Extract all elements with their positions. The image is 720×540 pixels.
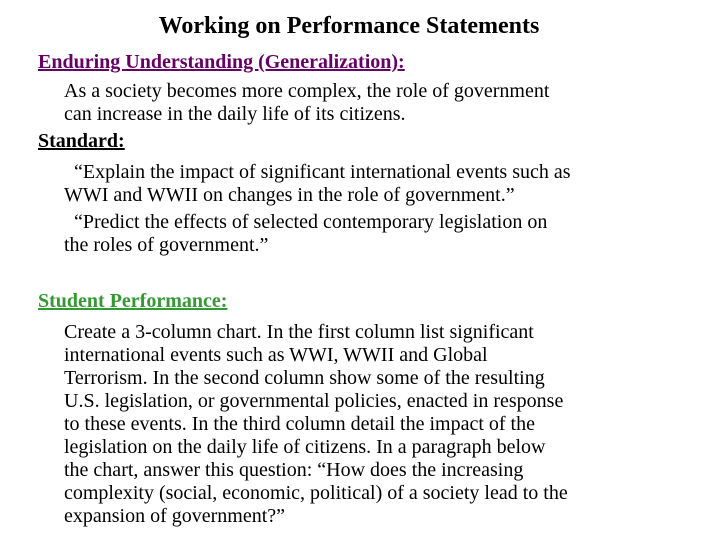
student-line-3: Terrorism. In the second column show some of the resulting [64, 367, 545, 389]
standard-line-4: the roles of government.” [64, 234, 269, 256]
student-line-7: the chart, answer this question: “How does the increasing [64, 459, 524, 481]
student-line-9: expansion of government?” [64, 505, 286, 527]
student-line-1: Create a 3-column chart. In the first column list significant [64, 321, 534, 343]
standard-line-2: WWI and WWII on changes in the role of government.” [64, 184, 515, 206]
enduring-line-2: can increase in the daily life of its citizens. [64, 103, 406, 125]
standard-heading: Standard: [38, 130, 125, 152]
student-line-8: complexity (social, economic, political) of a society lead to the [64, 482, 568, 504]
student-line-6: legislation on the daily life of citizens. In a paragraph below [64, 436, 546, 458]
enduring-line-1: As a society becomes more complex, the role of government [64, 80, 550, 102]
student-line-2: international events such as WWI, WWII and Global [64, 344, 488, 366]
slide-title: Working on Performance Statements [158, 13, 540, 39]
standard-line-1: “Explain the impact of significant international events such as [74, 161, 571, 183]
student-line-5: to these events. In the third column detail the impact of the [64, 413, 535, 435]
enduring-understanding-heading: Enduring Understanding (Generalization): [38, 51, 405, 73]
student-performance-heading: Student Performance: [38, 290, 228, 312]
student-line-4: U.S. legislation, or governmental policies, enacted in response [64, 390, 564, 412]
standard-line-3: “Predict the effects of selected contemporary legislation on [74, 211, 548, 233]
